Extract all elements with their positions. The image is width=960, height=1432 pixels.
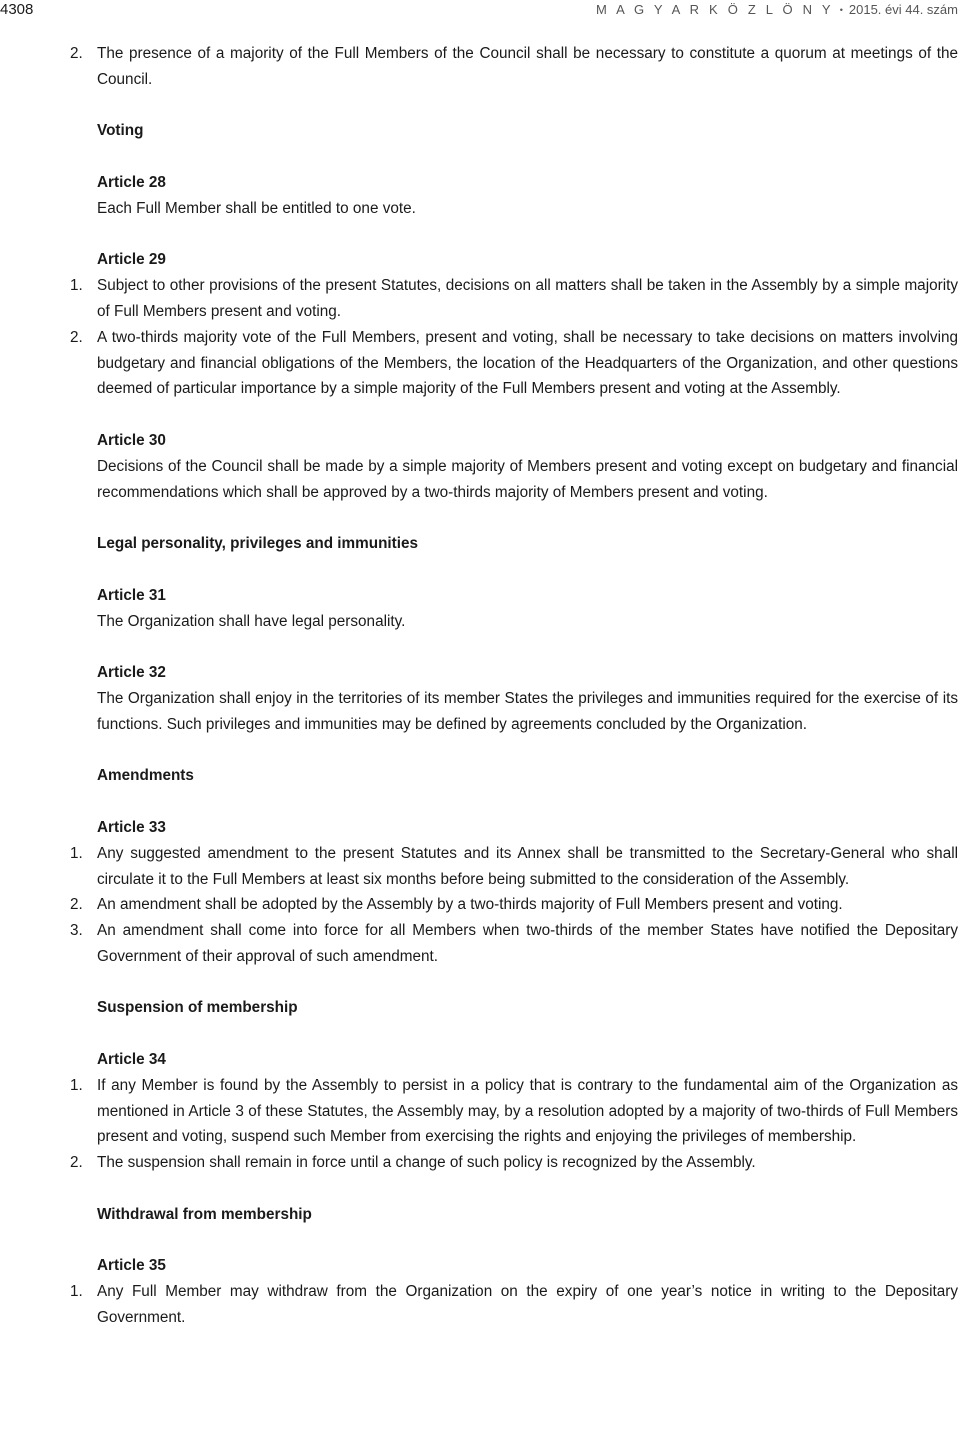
paragraph-text: An amendment shall come into force for all Members when two-thirds of the member States have notified the Depositary Government of their approval of such amendment. bbox=[97, 922, 958, 965]
article-33-title: Article 33 bbox=[97, 818, 166, 836]
journal-title: M A G Y A R K Ö Z L Ö N Y bbox=[595, 2, 834, 17]
header-separator: • bbox=[839, 5, 843, 15]
article-31-title: Article 31 bbox=[97, 586, 166, 604]
article-34-paragraph-2 bbox=[0, 1150, 958, 1176]
paragraph-text: An amendment shall be adopted by the Assembly by a two-thirds majority of Full Members present and voting. bbox=[97, 896, 843, 914]
article-31-text: The Organization shall have legal personality. bbox=[97, 612, 406, 630]
paragraph-text: The presence of a majority of the Full Members of the Council shall be necessary to constitute a quorum at meetings of the Council. bbox=[97, 45, 958, 88]
paragraph-text: A two-thirds majority vote of the Full Members, present and voting, shall be necessary to take decisions on matters involving budgetary and financial obligations of the Members, the location of the Headquarters of the Organization, and other questions deemed of particular importance by a simple majority of the Full Members present and voting at the Assembly. bbox=[97, 328, 958, 398]
paragraph-text: Subject to other provisions of the present Statutes, decisions on all matters shall be taken in the Assembly by a simple majority of Full Members present and voting. bbox=[97, 277, 958, 320]
paragraph-text: The suspension shall remain in force until a change of such policy is recognized by the Assembly. bbox=[97, 1154, 756, 1172]
article-32-text: The Organization shall enjoy in the territories of its member States the privileges and immunities required for the exercise of its functions. Such privileges and immunities may be defined by agreements concluded by the Organization. bbox=[97, 689, 958, 733]
section-heading-voting: Voting bbox=[97, 122, 144, 140]
paragraph-number: 1. bbox=[70, 277, 83, 295]
article-34-paragraph-1 bbox=[0, 1073, 958, 1150]
paragraph-number: 1. bbox=[70, 844, 83, 862]
article-28-title: Article 28 bbox=[97, 173, 166, 191]
paragraph-text: Any Full Member may withdraw from the Organization on the expiry of one year’s notice in writing to the Depositary Government. bbox=[97, 1283, 958, 1327]
page-header bbox=[0, 0, 960, 28]
paragraph-number: 2. bbox=[70, 328, 83, 346]
section-heading-amendments: Amendments bbox=[97, 767, 194, 785]
section-heading-suspension: Suspension of membership bbox=[97, 999, 298, 1017]
article-28-text: Each Full Member shall be entitled to one vote. bbox=[97, 199, 416, 217]
paragraph-number: 1. bbox=[70, 1283, 83, 1301]
paragraph-number: 2. bbox=[70, 1154, 83, 1172]
article-29-paragraph-1 bbox=[0, 273, 958, 325]
running-header bbox=[596, 0, 958, 20]
paragraph-number: 2. bbox=[70, 896, 83, 914]
paragraph-text: Any suggested amendment to the present Statutes and its Annex shall be transmitted to the Secretary-General who shall circulate it to the Full Members at least six months before being submitted to the consideration of the Assembly. bbox=[97, 844, 958, 888]
article-30-title: Article 30 bbox=[97, 431, 166, 449]
paragraph-text: If any Member is found by the Assembly to persist in a policy that is contrary to the fundamental aim of the Organization as mentioned in Article 3 of these Statutes, the Assembly may, by a resolution adopted by a majority of two-thirds of Full Members present and voting, suspend such Member from exercising the rights and enjoying the privileges of membership. bbox=[97, 1076, 958, 1146]
issue-number: 2015. évi 44. szám bbox=[848, 2, 958, 17]
article-35-title: Article 35 bbox=[97, 1257, 166, 1275]
document-body bbox=[0, 41, 958, 1331]
paragraph-number: 3. bbox=[70, 922, 83, 940]
article-33-paragraph-3 bbox=[0, 918, 958, 970]
article-29-paragraph-2 bbox=[0, 325, 958, 402]
paragraph-number: 2. bbox=[70, 45, 83, 62]
article-30-text: Decisions of the Council shall be made by a simple majority of Members present and voting except on budgetary and financial recommendations which shall be approved by a two-thirds majority of Members present and voting. bbox=[97, 457, 958, 501]
page-number: 4308 bbox=[0, 1, 34, 18]
article-29-title: Article 29 bbox=[97, 251, 166, 269]
section-heading-withdrawal: Withdrawal from membership bbox=[97, 1205, 312, 1223]
article-33-paragraph-1 bbox=[0, 841, 958, 893]
paragraph-number: 1. bbox=[70, 1076, 83, 1094]
article-34-title: Article 34 bbox=[97, 1051, 166, 1069]
article-33-paragraph-2 bbox=[0, 892, 958, 918]
article-32-title: Article 32 bbox=[97, 664, 166, 682]
article-35-paragraph-1 bbox=[0, 1279, 958, 1331]
section-heading-legal-personality: Legal personality, privileges and immunities bbox=[97, 535, 419, 553]
article-27-paragraph-2 bbox=[0, 41, 958, 93]
